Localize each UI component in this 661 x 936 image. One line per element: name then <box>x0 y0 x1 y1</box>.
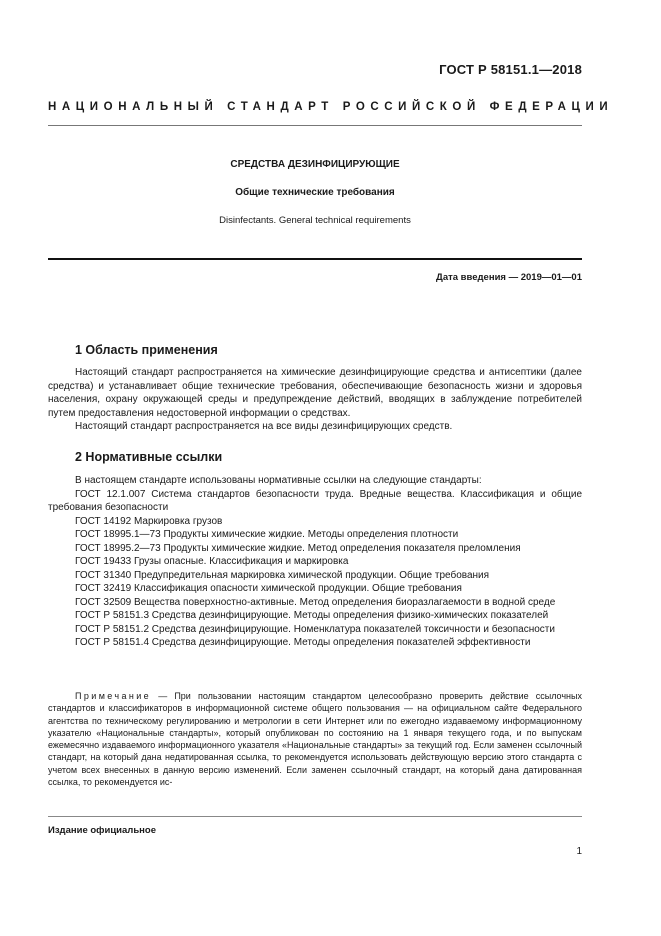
reference-item: ГОСТ 19433 Грузы опасные. Классификация и маркировка <box>75 556 349 567</box>
page-number: 1 <box>576 846 582 857</box>
footer-divider <box>48 816 582 817</box>
reference-item: ГОСТ 18995.1—73 Продукты химические жидкие. Методы определения плотности <box>75 529 459 540</box>
paragraph: В настоящем стандарте использованы нормативные ссылки на следующие стандарты: <box>75 475 482 486</box>
section-1-heading: 1 Область применения <box>75 343 218 357</box>
reference-item: ГОСТ Р 58151.4 Средства дезинфицирующие. Методы определения показателей эффективности <box>75 637 531 648</box>
standard-type-title: НАЦИОНАЛЬНЫЙ СТАНДАРТ РОССИЙСКОЙ ФЕДЕРАЦИИ <box>48 101 614 113</box>
note-text: — При пользовании настоящим стандартом целесообразно проверить действие ссылочных стандартов и классификаторов в информационной системе общего пользования — на официальном сайте Федерального агентства по техническому регулированию и метрологии в сети Интернет или по ежегодно издаваемому информационному указателю «Национальные стандарты», который опубликован по состоянию на 1 января текущего года, и по выпускам ежемесячно издаваемого информационного указателя «Национальные стандарты» за текущий год. Если заменен ссылочный стандарт, на который дана недатированная ссылка, то рекомендуется использовать действующую версию этого стандарта с учетом всех внесенных в данную версию изменений. Если заменен ссылочный стандарт, на который дана датированная ссылка, то рекомендуется ис- <box>48 691 582 788</box>
reference-item: ГОСТ 12.1.007 Система стандартов безопасности труда. Вредные вещества. Классификация и общие требования безопасности <box>48 488 582 513</box>
english-title: Disinfectants. General technical requirements <box>219 215 411 226</box>
section-2-body <box>48 474 582 650</box>
header-divider <box>48 125 582 126</box>
reference-item: ГОСТ 32419 Классификация опасности химической продукции. Общие требования <box>75 583 462 594</box>
paragraph: Настоящий стандарт распространяется на все виды дезинфицирующих средств. <box>75 421 453 432</box>
document-title: СРЕДСТВА ДЕЗИНФИЦИРУЮЩИЕ <box>230 159 400 170</box>
note-label: Примечание <box>75 691 152 701</box>
reference-item: ГОСТ 32509 Вещества поверхностно-активные. Метод определения биоразлагаемости в водной среде <box>75 596 556 608</box>
edition-label: Издание официальное <box>48 825 156 836</box>
section-2-heading: 2 Нормативные ссылки <box>75 450 223 464</box>
reference-item: ГОСТ 18995.2—73 Продукты химические жидкие. Метод определения показателя преломления <box>75 542 521 554</box>
reference-item: ГОСТ Р 58151.3 Средства дезинфицирующие. Методы определения физико-химических показателей <box>75 610 549 621</box>
reference-item: ГОСТ 31340 Предупредительная маркировка химической продукции. Общие требования <box>75 569 490 581</box>
document-code: ГОСТ Р 58151.1—2018 <box>439 62 582 77</box>
reference-item: ГОСТ 14192 Маркировка грузов <box>75 515 223 527</box>
introduction-date: Дата введения — 2019—01—01 <box>436 272 582 283</box>
title-divider <box>48 258 582 260</box>
reference-item: ГОСТ Р 58151.2 Средства дезинфицирующие. Номенклатура показателей токсичности и безопасности <box>75 623 555 635</box>
paragraph: Настоящий стандарт распространяется на химические дезинфицирующие средства и антисептики (далее средства) и устанавливает общие технические требования, обеспечивающие безопасность жизни и здоровья населения, охрану окружающей среды и предупреждение действий, вводящих в заблуждение потребителей путем предоставления недостоверной информации о средствах. <box>48 367 582 419</box>
section-1-body <box>48 366 582 434</box>
note-block <box>48 690 582 788</box>
document-subtitle: Общие технические требования <box>235 187 395 198</box>
